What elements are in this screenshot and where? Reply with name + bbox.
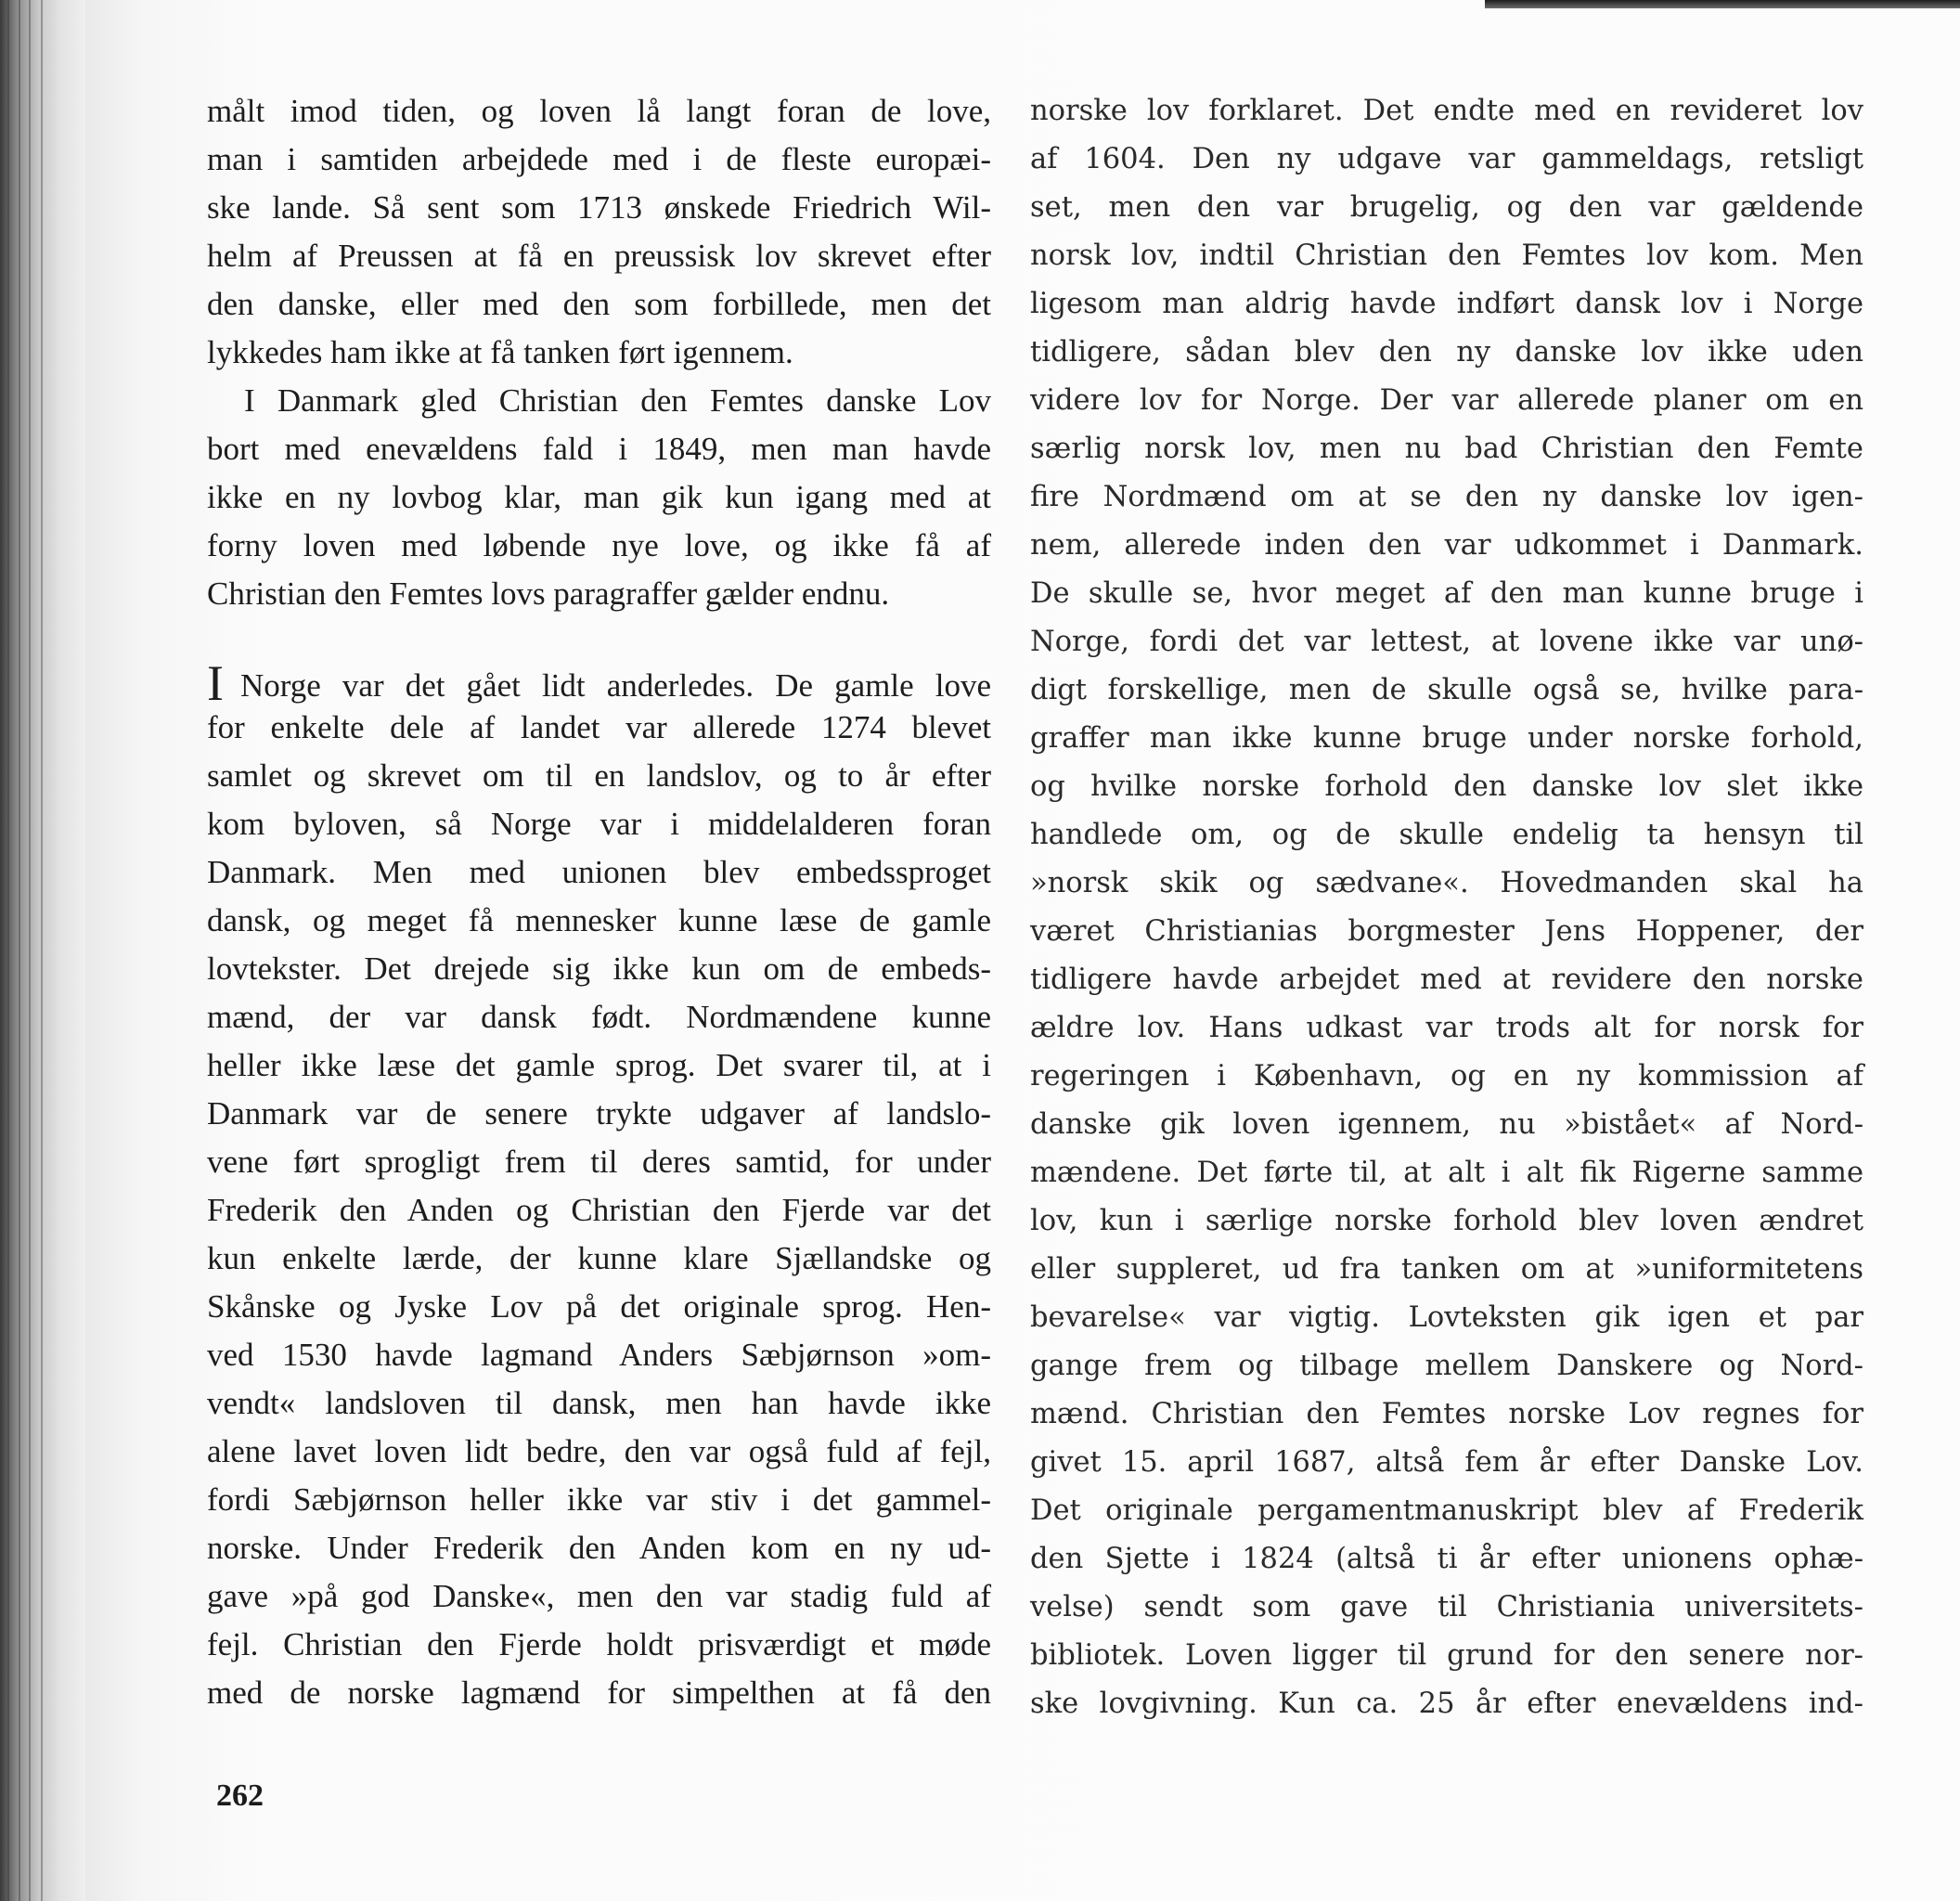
- text-line: vendt« landsloven til dansk, men han havde ikke: [207, 1385, 991, 1421]
- text-line: Danmark. Men med unionen blev embedssproget: [207, 854, 991, 890]
- text-line: alene lavet loven lidt bedre, den var også fuld af fejl,: [207, 1433, 991, 1469]
- text-line: ikke en ny lovbog klar, man gik kun igang med at: [207, 479, 991, 515]
- text-line: ligesom man aldrig havde indført dansk lov i Norge: [1030, 288, 1863, 320]
- text-line: mænd. Christian den Femtes norske Lov regnes for: [1030, 1398, 1863, 1430]
- text-line: særlig norsk lov, men nu bad Christian den Femte: [1030, 433, 1863, 465]
- text-line: kom byloven, så Norge var i middelalderen foran: [207, 806, 991, 842]
- text-line: den danske, eller med den som forbillede, men det: [207, 286, 991, 322]
- text-line: I Danmark gled Christian den Femtes danske Lov: [244, 382, 991, 419]
- text-line: målt imod tiden, og loven lå langt foran de love,: [207, 93, 991, 129]
- text-line: Norge, fordi det var lettest, at lovene ikke var unø-: [1030, 626, 1863, 658]
- text-line: eller suppleret, ud fra tanken om at »uniformitetens: [1030, 1253, 1863, 1286]
- text-line: bibliotek. Loven ligger til grund for den senere nor-: [1030, 1639, 1863, 1672]
- text-line: danske gik loven igennem, nu »bistået« af Nord-: [1030, 1108, 1863, 1141]
- text-line: mændene. Det førte til, at alt i alt fik Rigerne samme: [1030, 1157, 1863, 1189]
- text-line: nem, allerede inden den var udkommet i Danmark.: [1030, 529, 1863, 562]
- text-line: velse) sendt som gave til Christiania universitets-: [1030, 1591, 1863, 1623]
- paragraph-gap: [207, 618, 991, 655]
- text-line: handlede om, og de skulle endelig ta hensyn til: [1030, 819, 1863, 851]
- text-line: helm af Preussen at få en preussisk lov skrevet efter: [207, 238, 991, 274]
- text-line: med de norske lagmænd for simpelthen at få den: [207, 1675, 991, 1711]
- text-line: dansk, og meget få mennesker kunne læse de gamle: [207, 902, 991, 938]
- text-line: bevarelse« var vigtig. Lovteksten gik igen et par: [1030, 1301, 1863, 1334]
- text-line: været Christianias borgmester Jens Hoppener, der: [1030, 915, 1863, 948]
- text-line: ældre lov. Hans udkast var trods alt for norsk for: [1030, 1012, 1863, 1044]
- text-line: »norsk skik og sædvane«. Hovedmanden skal ha: [1030, 867, 1863, 899]
- text-line: af 1604. Den ny udgave var gammeldags, retsligt: [1030, 143, 1863, 175]
- text-line: videre lov for Norge. Der var allerede planer om en: [1030, 384, 1863, 417]
- text-line: Frederik den Anden og Christian den Fjerde var det: [207, 1192, 991, 1228]
- text-line: ske lovgivning. Kun ca. 25 år efter enevældens ind-: [1030, 1688, 1863, 1720]
- text-line: lovtekster. Det drejede sig ikke kun om de embeds-: [207, 950, 991, 987]
- text-line: fordi Sæbjørnson heller ikke var stiv i det gammel-: [207, 1481, 991, 1518]
- text-line: norske. Under Frederik den Anden kom en ny ud-: [207, 1530, 991, 1566]
- text-line: set, men den var brugelig, og den var gældende: [1030, 191, 1863, 224]
- text-line: Danmark var de senere trykte udgaver af landslo-: [207, 1095, 991, 1132]
- text-line: fejl. Christian den Fjerde holdt prisværdigt et møde: [207, 1626, 991, 1662]
- text-line: og hvilke norske forhold den danske lov slet ikke: [1030, 770, 1863, 803]
- text-line: tidligere, sådan blev den ny danske lov ikke uden: [1030, 336, 1863, 369]
- text-line: mænd, der var dansk født. Nordmændene kunne: [207, 999, 991, 1035]
- text-line: lykkedes ham ikke at få tanken ført igennem.: [207, 334, 793, 370]
- text-line: lov, kun i særlige norske forhold blev loven ændret: [1030, 1205, 1863, 1237]
- text-line: samlet og skrevet om til en landslov, og to år efter: [207, 757, 991, 794]
- text-line: norsk lov, indtil Christian den Femtes lov kom. Men: [1030, 239, 1863, 272]
- text-line: digt forskellige, men de skulle også se, hvilke para-: [1030, 674, 1863, 706]
- text-line: heller ikke læse det gamle sprog. Det svarer til, at i: [207, 1047, 991, 1083]
- drop-cap-letter: I: [207, 655, 224, 711]
- text-line: fire Nordmænd om at se den ny danske lov igen-: [1030, 481, 1863, 513]
- text-line: [207, 655, 991, 711]
- text-line: vene ført sprogligt frem til deres samtid, for under: [207, 1144, 991, 1180]
- page-number: 262: [216, 1778, 264, 1813]
- text-line: bort med enevældens fald i 1849, men man havde: [207, 431, 991, 467]
- text-line: tidligere havde arbejdet med at revidere den norske: [1030, 963, 1863, 996]
- text-line: for enkelte dele af landet var allerede 1274 blevet: [207, 709, 991, 745]
- text-line: gave »på god Danske«, men den var stadig fuld af: [207, 1578, 991, 1614]
- text-line: Det originale pergamentmanuskript blev af Frederik: [1030, 1494, 1863, 1527]
- text-line: man i samtiden arbejdede med i de fleste europæi-: [207, 141, 991, 177]
- right-text-column: [1030, 87, 1863, 1728]
- text-line-content: Norge var det gået lidt anderledes. De gamle love: [239, 667, 991, 704]
- text-line: forny loven med løbende nye love, og ikke få af: [207, 527, 991, 563]
- text-line: Christian den Femtes lovs paragraffer gælder endnu.: [207, 575, 890, 612]
- left-text-column: [207, 87, 991, 1717]
- text-line: gange frem og tilbage mellem Danskere og Nord-: [1030, 1350, 1863, 1382]
- text-line: Skånske og Jyske Lov på det originale sprog. Hen-: [207, 1288, 991, 1325]
- text-line: ske lande. Så sent som 1713 ønskede Friedrich Wil-: [207, 189, 991, 226]
- text-line: ved 1530 havde lagmand Anders Sæbjørnson »om-: [207, 1337, 991, 1373]
- text-line: norske lov forklaret. Det endte med en revideret lov: [1030, 95, 1863, 127]
- text-line: regeringen i København, og en ny kommission af: [1030, 1060, 1863, 1093]
- text-line: kun enkelte lærde, der kunne klare Sjællandske og: [207, 1240, 991, 1276]
- text-line: De skulle se, hvor meget af den man kunne bruge i: [1030, 577, 1863, 610]
- text-line: den Sjette i 1824 (altså ti år efter unionens ophæ-: [1030, 1543, 1863, 1575]
- text-line: givet 15. april 1687, altså fem år efter Danske Lov.: [1030, 1446, 1863, 1479]
- text-line: graffer man ikke kunne bruge under norske forhold,: [1030, 722, 1863, 755]
